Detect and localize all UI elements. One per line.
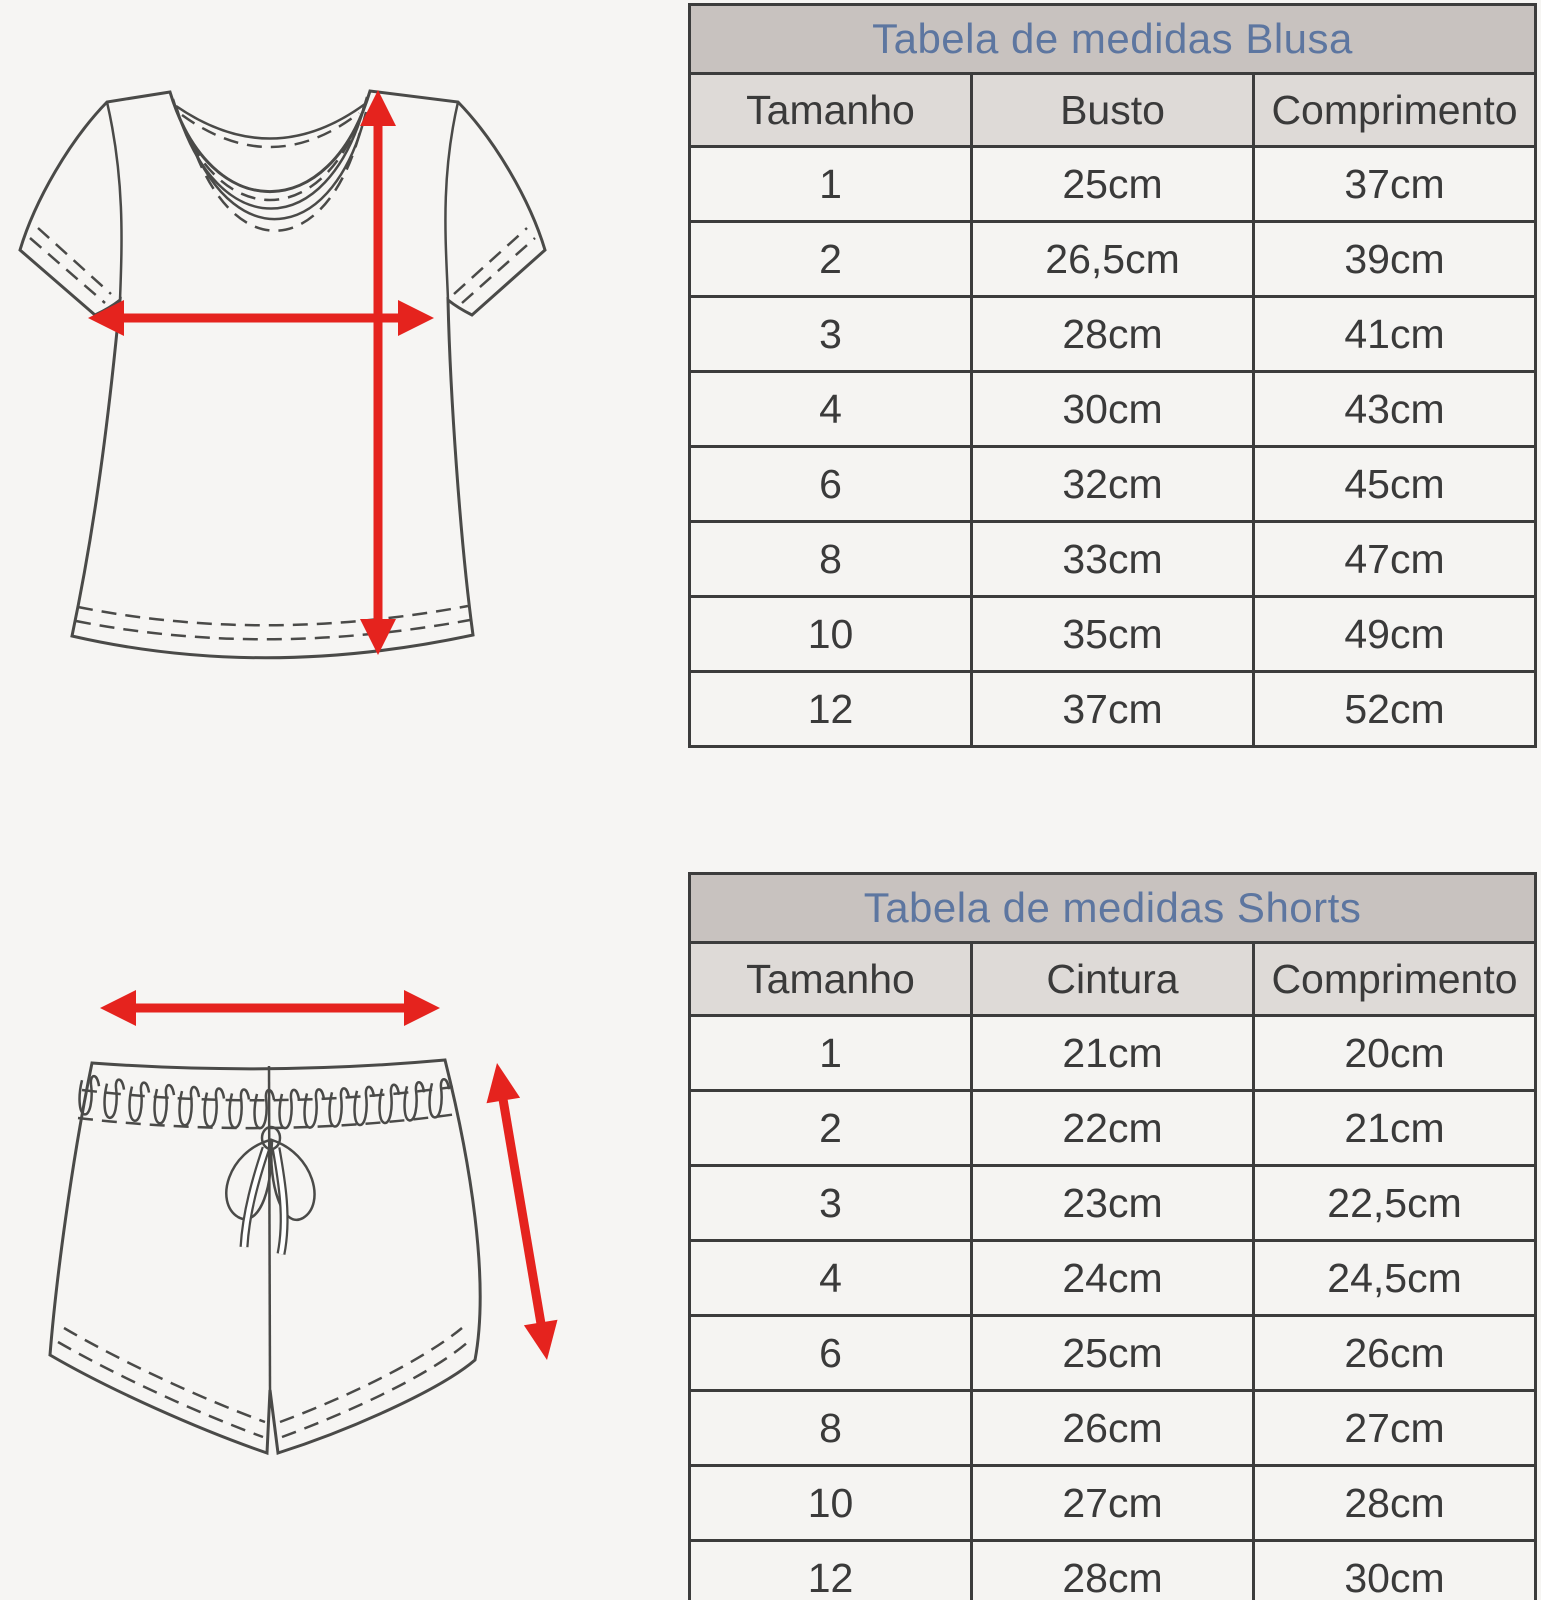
- size-cell: 10: [690, 1466, 972, 1541]
- waist-width-arrow: [100, 990, 440, 1026]
- size-cell: 4: [690, 372, 972, 447]
- shorts-table-title: Tabela de medidas Shorts: [688, 872, 1537, 941]
- blouse-front-neck-stitch: [196, 124, 362, 231]
- header-row: [690, 74, 1536, 147]
- shorts-sketch: [20, 960, 600, 1480]
- measurement-cell: 25cm: [972, 1316, 1254, 1391]
- table-row: [690, 297, 1536, 372]
- measurement-cell: 35cm: [972, 597, 1254, 672]
- blouse-hem-stitch: [76, 606, 470, 639]
- table-row: [690, 1166, 1536, 1241]
- measurement-cell: 28cm: [1254, 1466, 1536, 1541]
- measurement-cell: 49cm: [1254, 597, 1536, 672]
- measurement-cell: 26cm: [1254, 1316, 1536, 1391]
- measurement-cell: 20cm: [1254, 1016, 1536, 1091]
- blouse-cuff-stitch-left: [30, 228, 111, 303]
- measurement-cell: 28cm: [972, 1541, 1254, 1600]
- size-cell: 12: [690, 672, 972, 747]
- table-row: [690, 1091, 1536, 1166]
- table-row: [690, 222, 1536, 297]
- measurement-cell: 37cm: [1254, 147, 1536, 222]
- size-cell: 8: [690, 522, 972, 597]
- measurement-cell: 24cm: [972, 1241, 1254, 1316]
- shorts-length-arrow: [487, 1063, 558, 1360]
- table-row: [690, 447, 1536, 522]
- table-row: [690, 1316, 1536, 1391]
- table-row: [690, 672, 1536, 747]
- measurement-cell: 43cm: [1254, 372, 1536, 447]
- size-cell: 1: [690, 1016, 972, 1091]
- blusa-table-title: Tabela de medidas Blusa: [688, 3, 1537, 72]
- measurement-cell: 30cm: [972, 372, 1254, 447]
- column-header: Comprimento: [1254, 74, 1536, 147]
- size-cell: 4: [690, 1241, 972, 1316]
- measurement-cell: 39cm: [1254, 222, 1536, 297]
- measurement-cell: 26,5cm: [972, 222, 1254, 297]
- measurement-cell: 22,5cm: [1254, 1166, 1536, 1241]
- measurement-cell: 41cm: [1254, 297, 1536, 372]
- measurement-cell: 47cm: [1254, 522, 1536, 597]
- blusa-size-table: [688, 3, 1537, 748]
- column-header: Comprimento: [1254, 943, 1536, 1016]
- blouse-sketch: [10, 60, 555, 675]
- size-cell: 2: [690, 222, 972, 297]
- table-row: [690, 1466, 1536, 1541]
- measurement-cell: 32cm: [972, 447, 1254, 522]
- table-row: [690, 1391, 1536, 1466]
- size-cell: 8: [690, 1391, 972, 1466]
- table-row: [690, 1541, 1536, 1600]
- measurement-cell: 21cm: [1254, 1091, 1536, 1166]
- measurement-cell: 25cm: [972, 147, 1254, 222]
- measurement-cell: 27cm: [1254, 1391, 1536, 1466]
- measurement-cell: 30cm: [1254, 1541, 1536, 1600]
- size-cell: 3: [690, 1166, 972, 1241]
- size-cell: 3: [690, 297, 972, 372]
- table-row: [690, 597, 1536, 672]
- blouse-length-arrow: [360, 90, 396, 655]
- blouse-back-neck-line: [176, 104, 365, 139]
- column-header: Busto: [972, 74, 1254, 147]
- measurement-cell: 22cm: [972, 1091, 1254, 1166]
- blouse-body-outline: [20, 91, 545, 658]
- shorts-center-seam: [269, 1066, 270, 1390]
- table-row: [690, 522, 1536, 597]
- table-row: [690, 147, 1536, 222]
- size-cell: 10: [690, 597, 972, 672]
- size-cell: 2: [690, 1091, 972, 1166]
- blouse-cuff-stitch-right: [454, 228, 535, 303]
- measurement-cell: 21cm: [972, 1016, 1254, 1091]
- column-header: Tamanho: [690, 74, 972, 147]
- measurement-cell: 52cm: [1254, 672, 1536, 747]
- measurement-cell: 23cm: [972, 1166, 1254, 1241]
- measurement-cell: 45cm: [1254, 447, 1536, 522]
- header-row: [690, 943, 1536, 1016]
- column-header: Cintura: [972, 943, 1254, 1016]
- table-row: [690, 1016, 1536, 1091]
- blouse-armhole-seam-left: [107, 102, 122, 300]
- shorts-hem-stitch-left: [58, 1328, 265, 1437]
- shorts-size-table: [688, 872, 1537, 1600]
- measurement-cell: 24,5cm: [1254, 1241, 1536, 1316]
- blouse-armhole-seam-right: [445, 102, 458, 300]
- table-row: [690, 1241, 1536, 1316]
- measurement-cell: 37cm: [972, 672, 1254, 747]
- blusa-table: [688, 72, 1537, 748]
- size-cell: 1: [690, 147, 972, 222]
- column-header: Tamanho: [690, 943, 972, 1016]
- blouse-back-neck-stitch: [182, 113, 359, 147]
- measurement-cell: 28cm: [972, 297, 1254, 372]
- shorts-table: [688, 941, 1537, 1600]
- measurement-cell: 33cm: [972, 522, 1254, 597]
- measurement-cell: 27cm: [972, 1466, 1254, 1541]
- size-cell: 12: [690, 1541, 972, 1600]
- measurement-cell: 26cm: [972, 1391, 1254, 1466]
- size-cell: 6: [690, 1316, 972, 1391]
- size-cell: 6: [690, 447, 972, 522]
- table-row: [690, 372, 1536, 447]
